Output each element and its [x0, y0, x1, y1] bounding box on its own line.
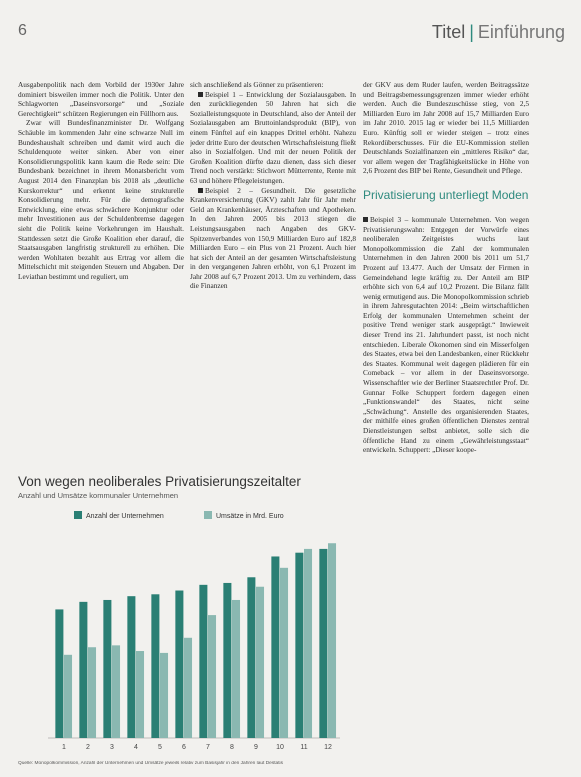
section-separator: | — [469, 22, 474, 42]
bar-series-2-8 — [232, 600, 240, 738]
section-title — [432, 22, 565, 43]
paragraph-text: Beispiel 1 – Entwicklung der Sozialausgaben. In den zurückliegenden 50 Jahren hat sich die Sozialleistungsquote in Deutschland, also der Anteil der Sozialausgaben am Bruttoinlandsprodukt (BIP), von einem Fünftel auf ein knappes Drittel erhöht. Nahezu jeder dritte Euro der deutschen Wirtschaftsleistung fließt also in Sozialfolgen. Und mit der neuen Politik der Großen Koalition dürfte dazu dienen, dass sich dieser Trend noch verstärkt: Stichwort Mütterrente, Rente mit 63 und höhere Pflegeleistungen. — [190, 89, 356, 185]
bar-series-2-10 — [280, 568, 288, 738]
bar-series-1-10 — [271, 556, 279, 738]
x-tick-label: 6 — [182, 744, 186, 751]
page-number: 6 — [18, 22, 27, 39]
bar-series-2-11 — [304, 549, 312, 738]
legend-label-series-2: Umsätze in Mrd. Euro — [216, 513, 284, 520]
bar-series-2-5 — [160, 653, 168, 738]
bar-series-2-3 — [112, 645, 120, 738]
bar-series-1-9 — [247, 577, 255, 738]
article-column-2 — [190, 80, 356, 470]
x-tick-label: 10 — [276, 744, 284, 751]
x-tick-label: 1 — [62, 744, 66, 751]
bullet-square-icon — [198, 188, 203, 193]
bar-series-2-2 — [88, 647, 96, 738]
paragraph: der GKV aus dem Ruder laufen, werden Beitragssätze und Beitragsbemessungsgrenzen immer wieder erhöht werden. Auch die Bundeszuschüsse stieg, von 2,5 Milliarden Euro im Jahr 2008 auf 15,7 Milliarden Euro im Jahr 2010. 2015 lag er wieder bei 11,5 Milliarden Euro. Künftig soll er wieder steigen – trotz eines Rekordüberschusses. Für die EU-Kommission stellen Deutschlands Sozialfinanzen ein „mittleres Risiko“ dar, vor allem wegen der Tragfähigkeitslücke in Höhe von 2,6 Prozent des BIP bei Rente, Gesundheit und Pflege. — [363, 80, 529, 176]
bar-series-1-12 — [319, 549, 327, 738]
section-label: Titel — [431, 22, 466, 42]
bar-series-1-11 — [295, 553, 303, 738]
bar-series-1-8 — [223, 583, 231, 738]
article-column-3 — [363, 80, 529, 773]
paragraph-text: Beispiel 2 – Gesundheit. Die gesetzliche Krankenversicherung (GKV) zahlt Jahr für Jahr mehr Geld an Krankenhäuser, Ärzteschaften und Apotheken. In den Jahren 2005 bis 2013 stiegen die Leistungsausgaben nach Angaben des GKV-Spitzenverbandes von 150,9 Milliarden Euro auf 182,8 Milliarden Euro – ein Plus von 21 Prozent. Auch hier hat sich der Anteil an der gesamten Wirtschaftsleistung in den vergangenen Jahren erhöht, von 6,1 Prozent im Jahr 2008 auf 6,7 Prozent 2013. Um zu verhindern, dass die Finanzen — [190, 185, 356, 291]
bar-series-2-6 — [184, 638, 192, 738]
x-tick-label: 2 — [86, 744, 90, 751]
chart-block — [18, 474, 358, 774]
subsection-label: Einführung — [477, 22, 565, 42]
legend-swatch-series-1 — [74, 511, 82, 519]
x-tick-label: 7 — [206, 744, 210, 751]
bar-series-2-12 — [328, 543, 336, 738]
legend-swatch-series-2 — [204, 511, 212, 519]
bar-series-1-3 — [103, 600, 111, 738]
article-column-1 — [18, 80, 184, 470]
bar-series-1-5 — [151, 594, 159, 738]
x-tick-label: 5 — [158, 744, 162, 751]
bar-series-2-9 — [256, 587, 264, 738]
paragraph — [190, 186, 356, 292]
bar-series-1-7 — [199, 585, 207, 738]
paragraph — [190, 90, 356, 186]
bar-series-2-7 — [208, 615, 216, 738]
bar-series-1-4 — [127, 596, 135, 738]
paragraph: Ausgabenpolitik nach dem Vorbild der 1930er Jahre dominiert bisweilen immer noch die Politik. Unter den Schlagworten „Daseinsvorsorge“ und „Soziale Gerechtigkeit“ schützen Regierungen ein Füllhorn aus. — [18, 80, 184, 118]
paragraph-text: Beispiel 3 – kommunale Unternehmen. Von wegen Privatisierungswahn: Entgegen der Vorwürfe eines neoliberalen Zeitgeistes wuchs laut Monopolkommission die Zahl der kommunalen Unternehmen in den Jahren 2000 bis 2011 um 51,7 Prozent auf 13.477. Auch der Umsatz der Firmen in Gemeindehand legte kräftig zu. Der Anteil am BIP erhöhte sich von 6,4 auf 10,2 Prozent. Die Bilanz fällt wenig ermutigend aus. Die Monopolkommission schrieb in ihrem Jahresgutachten 2014: „Beim wirtschaftlichen Erfolg der kommunalen Unternehmen scheint der positive Trend weniger stark ausgeprägt.“ Inwieweit dieser Trend ins 21. Jahrhundert passt, ist noch nicht entschieden. Liberale Ökonomen sind ein Misserfolgen des Staates, etwa bei den Landesbanken, einer Rückkehr des Staates. Kommunal weit dagegen plädieren für ein Comeback – vor allem in der Daseinsvorsorge. Wissenschaftler wie der Berliner Staatsrechtler Prof. Dr. Gunnar Folke Schuppert fordern dagegen einen „Funktionswandel“ des Staates, nicht seine „Schwächung“. Anstelle des organisierenden Staates, der mithilfe eines großen öffentlichen Dienstes zentral Dienstleistungen selbst anbietet, solle sich die öffentliche Hand zu einem „Gewährleistungsstaat“ entwickeln. Schuppert: „Dieser koope- — [363, 214, 529, 455]
bullet-square-icon — [198, 92, 203, 97]
bar-series-2-1 — [64, 655, 72, 738]
bullet-square-icon — [363, 217, 368, 222]
x-tick-label: 11 — [300, 744, 308, 751]
chart-subtitle: Anzahl und Umsätze kommunaler Unternehmen — [18, 491, 179, 500]
bar-chart — [18, 506, 348, 758]
bar-series-1-2 — [79, 602, 87, 738]
paragraph — [363, 215, 529, 455]
x-tick-label: 3 — [110, 744, 114, 751]
x-tick-label: 9 — [254, 744, 258, 751]
bar-series-2-4 — [136, 651, 144, 738]
chart-caption: Quelle: Monopolkommission, Anzahl der Unternehmen und Umsätze jeweils relativ zum Basisjahr in den Jahren laut Destatis — [18, 761, 284, 766]
paragraph: sich anschließend als Gönner zu präsentieren: — [190, 80, 324, 89]
x-tick-label: 12 — [324, 744, 332, 751]
bar-series-1-1 — [55, 609, 63, 738]
chart-title: Von wegen neoliberales Privatisierungszeitalter — [18, 474, 301, 489]
bar-series-1-6 — [175, 591, 183, 738]
subheading: Privatisierung unterliegt Moden — [363, 187, 529, 202]
paragraph: Zwar will Bundesfinanzminister Dr. Wolfgang Schäuble im kommenden Jahr eine schwarze Null im Bundeshaushalt schreiben und damit wird auch die Schuldenquote weiter sinken. Aber von einer Konsolidierungspolitik kann kaum die Rede sein: Die Bundesbank bezeichnet in ihrem Monatsbericht vom August 2014 den Finanzplan bis 2018 als „deutliche Kurskorrektur“ und erkennt keine strukturelle Konsolidierung mehr. Für die demografische Entwicklung, eine etwas schwächere Konjunktur oder mehr Investitionen aus der Schuldenbremse dagegen sieht die Politik keine Vorkehrungen im Haushalt. Stattdessen setzt die Große Koalition eher darauf, die Staatsausgaben langfristig strukturell zu erhöhen. Die werden Wohltaten bezahlt aus Ertrag vor allem die Mittelschicht mit steigenden Steuern und Abgaben. Der Leviathan bestimmt und reguliert, um — [18, 118, 184, 281]
x-tick-label: 4 — [134, 744, 138, 751]
x-tick-label: 8 — [230, 744, 234, 751]
legend-label-series-1: Anzahl der Unternehmen — [86, 513, 164, 520]
